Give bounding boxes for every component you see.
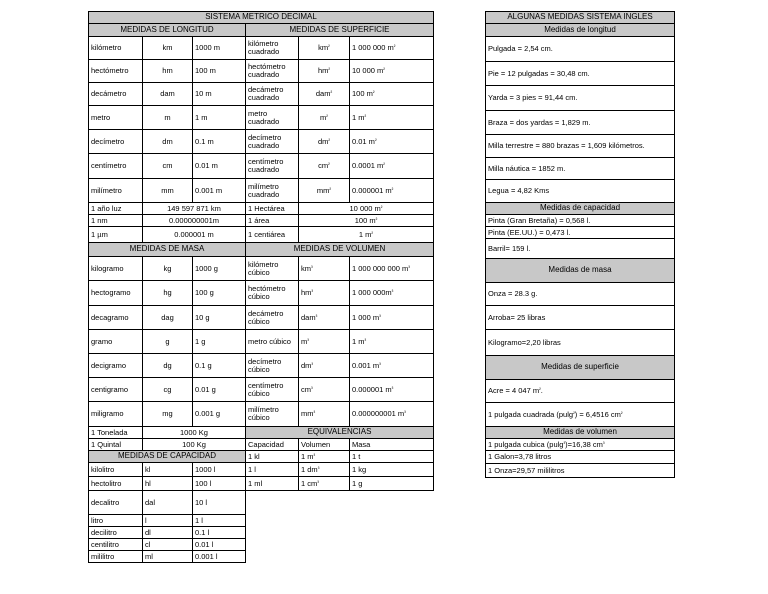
longitud-value: 0.001 m xyxy=(192,178,246,203)
equivalencias-column-header: Capacidad xyxy=(245,438,299,451)
volumen-value: 1 000 m ³ xyxy=(349,305,434,330)
capacidad-name: kilolitro xyxy=(88,462,143,477)
superficie-symbol: cm ² xyxy=(298,153,350,179)
capacidad-name: decalitro xyxy=(88,490,143,515)
equivalencias-cell: 1 kl xyxy=(245,450,299,463)
masa-name: hectogramo xyxy=(88,280,143,306)
superficie-name: decámetro cuadrado xyxy=(245,82,299,106)
capacidad-symbol: ml xyxy=(142,550,193,563)
superficie-symbol: km ² xyxy=(298,36,350,60)
longitud-value: 0.01 m xyxy=(192,153,246,179)
equivalencias-cell: 1 ml xyxy=(245,476,299,491)
longitud-extra-value: 0.000000001m xyxy=(142,214,246,227)
masa-value: 1000 g xyxy=(192,256,246,281)
volumen-name: hectómetro cúbico xyxy=(245,280,299,306)
superficie-extra-name: 1 área xyxy=(245,214,299,227)
superficie-symbol: hm ² xyxy=(298,59,350,83)
masa-value: 100 g xyxy=(192,280,246,306)
volumen-name: metro cúbico xyxy=(245,329,299,354)
superficie-extra-name: 1 centiárea xyxy=(245,226,299,243)
capacidad-value: 100 l xyxy=(192,476,246,491)
volumen-value: 1 000 000m ³ xyxy=(349,280,434,306)
volumen-header: MEDIDAS DE VOLUMEN xyxy=(245,242,434,257)
superficie-value: 100 m ² xyxy=(349,82,434,106)
ingles-masa-row: Onza = 28.3 g. xyxy=(485,282,675,306)
masa-name: kilogramo xyxy=(88,256,143,281)
masa-extra-name: 1 Quintal xyxy=(88,438,143,451)
superficie-extra-value: 100 m ² xyxy=(298,214,434,227)
volumen-name: decámetro cúbico xyxy=(245,305,299,330)
capacidad-name: centilitro xyxy=(88,538,143,551)
capacidad-symbol: l xyxy=(142,514,193,527)
capacidad-value: 0.01 l xyxy=(192,538,246,551)
ingles-volumen-header: Medidas de volumen xyxy=(485,426,675,439)
ingles-volumen-row: 1 Galon=3,78 litros xyxy=(485,450,675,464)
ingles-capacidad-header: Medidas de capacidad xyxy=(485,202,675,215)
capacidad-value: 10 l xyxy=(192,490,246,515)
masa-symbol: dg xyxy=(142,353,193,378)
longitud-value: 0.1 m xyxy=(192,129,246,154)
ingles-volumen-row: 1 Onza=29,57 mililitros xyxy=(485,463,675,478)
volumen-value: 0.000000001 m ³ xyxy=(349,401,434,427)
volumen-symbol: cm ³ xyxy=(298,377,350,402)
equivalencias-cell: 1 l xyxy=(245,462,299,477)
ingles-longitud-row: Pie = 12 pulgadas = 30,48 cm. xyxy=(485,61,675,86)
volumen-symbol: mm ³ xyxy=(298,401,350,427)
superficie-name: kilómetro cuadrado xyxy=(245,36,299,60)
superficie-symbol: m ² xyxy=(298,105,350,130)
equivalencias-column-header: Volumen xyxy=(298,438,350,451)
volumen-symbol: km ³ xyxy=(298,256,350,281)
longitud-name: hectómetro xyxy=(88,59,143,83)
masa-value: 0.001 g xyxy=(192,401,246,427)
equivalencias-header: EQUIVALENCIAS xyxy=(245,426,434,439)
longitud-name: metro xyxy=(88,105,143,130)
superficie-name: hectómetro cuadrado xyxy=(245,59,299,83)
longitud-symbol: dm xyxy=(142,129,193,154)
superficie-name: metro cuadrado xyxy=(245,105,299,130)
capacidad-symbol: kl xyxy=(142,462,193,477)
capacidad-name: decilitro xyxy=(88,526,143,539)
volumen-symbol: m ³ xyxy=(298,329,350,354)
volumen-value: 1 m ³ xyxy=(349,329,434,354)
superficie-extra-value: 1 m ² xyxy=(298,226,434,243)
ingles-superficie-header: Medidas de superficie xyxy=(485,355,675,380)
ingles-capacidad-row: Barril= 159 l. xyxy=(485,238,675,259)
capacidad-value: 0.001 l xyxy=(192,550,246,563)
masa-symbol: dag xyxy=(142,305,193,330)
longitud-value: 100 m xyxy=(192,59,246,83)
ingles-longitud-row: Milla náutica = 1852 m. xyxy=(485,157,675,180)
longitud-symbol: dam xyxy=(142,82,193,106)
superficie-value: 10 000 m ² xyxy=(349,59,434,83)
volumen-name: kilómetro cúbico xyxy=(245,256,299,281)
capacidad-value: 1 l xyxy=(192,514,246,527)
superficie-value: 0.000001 m ² xyxy=(349,178,434,203)
masa-value: 0.1 g xyxy=(192,353,246,378)
capacidad-symbol: dl xyxy=(142,526,193,539)
longitud-value: 1 m xyxy=(192,105,246,130)
ingles-title: ALGUNAS MEDIDAS SISTEMA INGLES xyxy=(485,11,675,24)
superficie-name: milímetro cuadrado xyxy=(245,178,299,203)
superficie-header: MEDIDAS DE SUPERFICIE xyxy=(245,23,434,37)
capacidad-header: MEDIDAS DE CAPACIDAD xyxy=(88,450,246,463)
volumen-value: 1 000 000 000 m ³ xyxy=(349,256,434,281)
superficie-symbol: dm ² xyxy=(298,129,350,154)
capacidad-symbol: cl xyxy=(142,538,193,551)
ingles-longitud-header: Medidas de longitud xyxy=(485,23,675,37)
longitud-symbol: cm xyxy=(142,153,193,179)
longitud-value: 10 m xyxy=(192,82,246,106)
masa-value: 1 g xyxy=(192,329,246,354)
volumen-name: milímetro cúbico xyxy=(245,401,299,427)
equivalencias-cell: 1 cm ³ xyxy=(298,476,350,491)
ingles-masa-row: Arroba= 25 libras xyxy=(485,305,675,330)
capacidad-symbol: hl xyxy=(142,476,193,491)
longitud-name: kilómetro xyxy=(88,36,143,60)
masa-symbol: mg xyxy=(142,401,193,427)
capacidad-value: 1000 l xyxy=(192,462,246,477)
superficie-value: 0.01 m ² xyxy=(349,129,434,154)
masa-name: centigramo xyxy=(88,377,143,402)
superficie-value: 1 m ² xyxy=(349,105,434,130)
longitud-symbol: mm xyxy=(142,178,193,203)
longitud-name: decámetro xyxy=(88,82,143,106)
longitud-header: MEDIDAS DE LONGITUD xyxy=(88,23,246,37)
capacidad-symbol: dal xyxy=(142,490,193,515)
superficie-value: 0.0001 m ² xyxy=(349,153,434,179)
masa-value: 0.01 g xyxy=(192,377,246,402)
masa-header: MEDIDAS DE MASA xyxy=(88,242,246,257)
masa-extra-value: 1000 Kg xyxy=(142,426,246,439)
volumen-name: decímetro cúbico xyxy=(245,353,299,378)
masa-extra-value: 100 Kg xyxy=(142,438,246,451)
longitud-name: decímetro xyxy=(88,129,143,154)
equivalencias-column-header: Masa xyxy=(349,438,434,451)
volumen-symbol: hm ³ xyxy=(298,280,350,306)
longitud-symbol: hm xyxy=(142,59,193,83)
masa-value: 10 g xyxy=(192,305,246,330)
capacidad-value: 0.1 l xyxy=(192,526,246,539)
masa-symbol: g xyxy=(142,329,193,354)
capacidad-name: mililitro xyxy=(88,550,143,563)
longitud-name: centímetro xyxy=(88,153,143,179)
masa-extra-name: 1 Tonelada xyxy=(88,426,143,439)
volumen-value: 0.001 m ³ xyxy=(349,353,434,378)
masa-name: decigramo xyxy=(88,353,143,378)
masa-name: decagramo xyxy=(88,305,143,330)
longitud-extra-name: 1 año luz xyxy=(88,202,143,215)
equivalencias-cell: 1 dm ³ xyxy=(298,462,350,477)
volumen-symbol: dm ³ xyxy=(298,353,350,378)
superficie-extra-value: 10 000 m ² xyxy=(298,202,434,215)
ingles-superficie-row: 1 pulgada cuadrada (pulg ² ) = 6,4516 cm ² xyxy=(485,402,675,427)
longitud-extra-value: 0.000001 m xyxy=(142,226,246,243)
volumen-symbol: dam ³ xyxy=(298,305,350,330)
superficie-extra-name: 1 Hectárea xyxy=(245,202,299,215)
longitud-extra-value: 149 597 871 km xyxy=(142,202,246,215)
superficie-name: centímetro cuadrado xyxy=(245,153,299,179)
longitud-name: milímetro xyxy=(88,178,143,203)
metric-title: SISTEMA METRICO DECIMAL xyxy=(88,11,434,24)
masa-name: miligramo xyxy=(88,401,143,427)
superficie-name: decímetro cuadrado xyxy=(245,129,299,154)
ingles-longitud-row: Yarda = 3 pies = 91,44 cm. xyxy=(485,85,675,111)
volumen-value: 0.000001 m ³ xyxy=(349,377,434,402)
longitud-value: 1000 m xyxy=(192,36,246,60)
masa-symbol: cg xyxy=(142,377,193,402)
superficie-symbol: mm ² xyxy=(298,178,350,203)
equivalencias-cell: 1 kg xyxy=(349,462,434,477)
longitud-extra-name: 1 nm xyxy=(88,214,143,227)
capacidad-name: litro xyxy=(88,514,143,527)
equivalencias-cell: 1 t xyxy=(349,450,434,463)
ingles-capacidad-row: Pinta (EE.UU.) = 0,473 l. xyxy=(485,226,675,239)
volumen-name: centímetro cúbico xyxy=(245,377,299,402)
ingles-volumen-row: 1 pulgada cubica (pulg ³ )=16,38 cm ³ xyxy=(485,438,675,451)
superficie-value: 1 000 000 m ² xyxy=(349,36,434,60)
ingles-masa-row: Kilogramo=2,20 libras xyxy=(485,329,675,356)
ingles-longitud-row: Milla terrestre = 880 brazas = 1,609 kilómetros. xyxy=(485,134,675,158)
masa-name: gramo xyxy=(88,329,143,354)
masa-symbol: hg xyxy=(142,280,193,306)
longitud-extra-name: 1 µm xyxy=(88,226,143,243)
capacidad-name: hectolitro xyxy=(88,476,143,491)
ingles-capacidad-row: Pinta (Gran Bretaña) = 0,568 l. xyxy=(485,214,675,227)
equivalencias-cell: 1 g xyxy=(349,476,434,491)
longitud-symbol: m xyxy=(142,105,193,130)
superficie-symbol: dam ² xyxy=(298,82,350,106)
ingles-longitud-row: Pulgada = 2,54 cm. xyxy=(485,36,675,62)
equivalencias-cell: 1 m ³ xyxy=(298,450,350,463)
longitud-symbol: km xyxy=(142,36,193,60)
ingles-superficie-row: Acre = 4 047 m ² . xyxy=(485,379,675,403)
ingles-longitud-row: Braza = dos yardas = 1,829 m. xyxy=(485,110,675,135)
masa-symbol: kg xyxy=(142,256,193,281)
ingles-longitud-row: Legua = 4,82 Kms xyxy=(485,179,675,203)
ingles-masa-header: Medidas de masa xyxy=(485,258,675,283)
